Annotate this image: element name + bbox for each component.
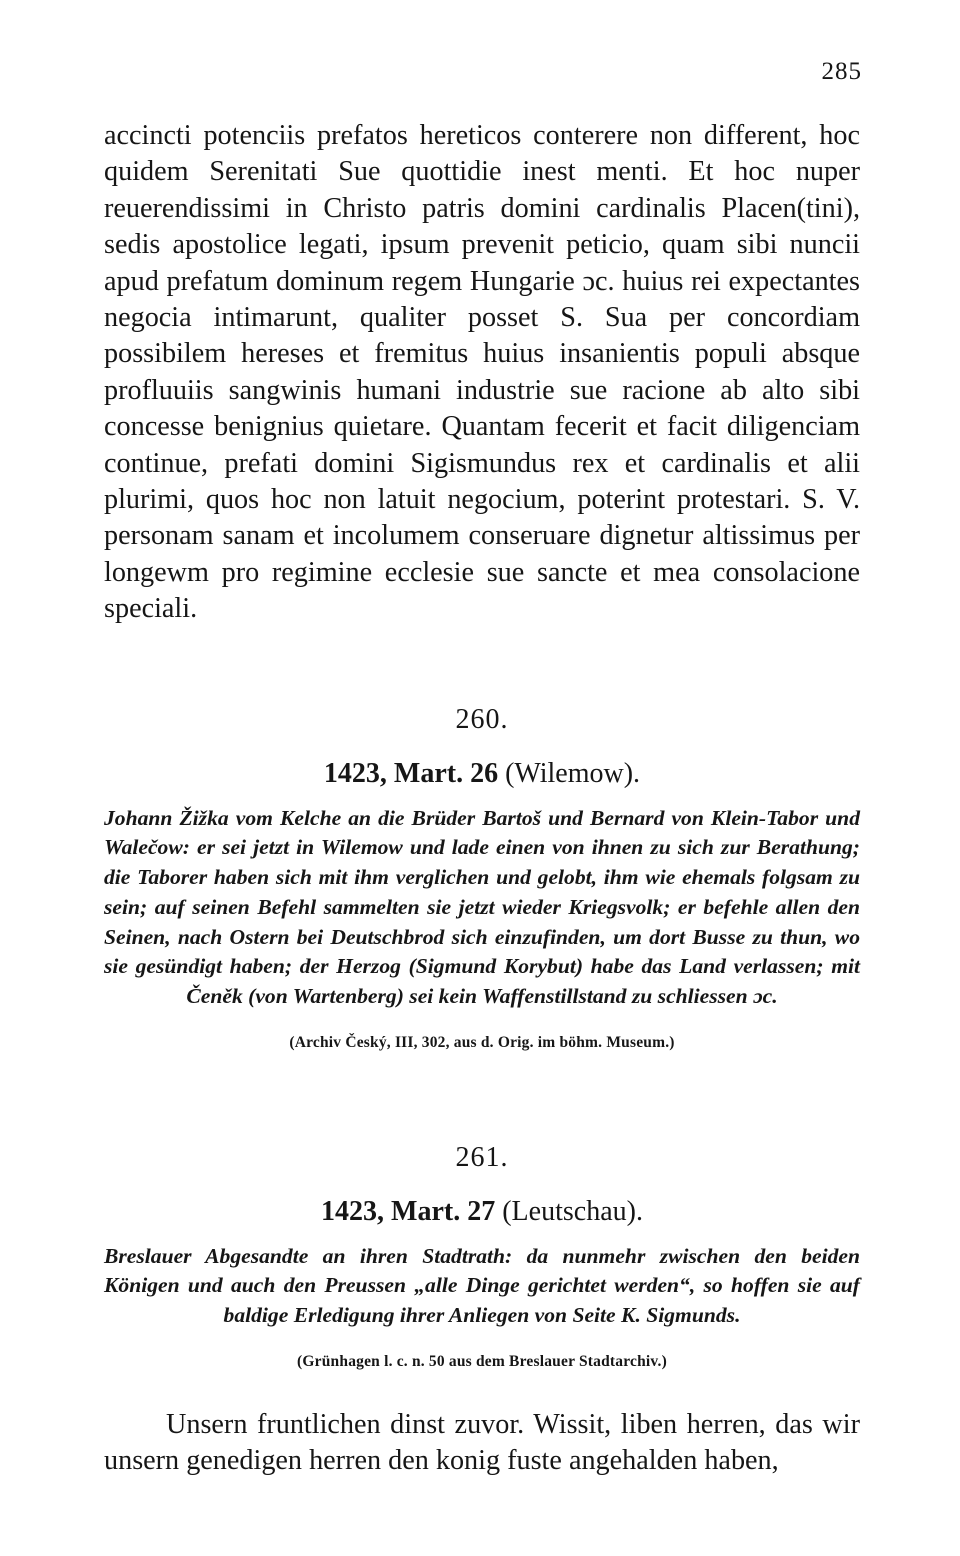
document-number: 260. bbox=[455, 703, 509, 735]
document-page bbox=[104, 52, 860, 1480]
document-place: (Leutschau). bbox=[502, 1195, 643, 1227]
document-date-line bbox=[104, 754, 860, 794]
continuation-paragraph: accincti potenciis prefatos hereticos conterere non different, hoc quidem Serenitati Sue quottidie inest menti. Et hoc nuper reuerendissimi in Christo patris domini cardinalis Placen(tini), sedis apostolice legati, ipsum prevenit peticio, quam sibi nuncii apud prefatum dominum regem Hungarie ɔc. huius rei expectantes negocia intimarunt, qualiter posset S. Sua per concordiam possibilem hereses et fremitus huius insanientis populi absque profluuiis sangwinis humani industrie sue racione ab alto sibi concesse benignius quietare. Quantam fecerit et facit diligenciam continue, prefati domini Sigismundus rex et cardinalis et alii plurimi, quos hoc non latuit negocium, poterint protestari. S. V. personam sanam et incolumem conseruare dignetur altissimus per longewm pro regimine ecclesie sue sancte et mea consolacione speciali. bbox=[104, 120, 860, 625]
document-number: 261. bbox=[455, 1141, 509, 1173]
document-summary: Johann Žižka vom Kelche an die Brüder Bartoš und Bernard von Klein-Tabor und Walečow: er sei jetzt in Wilemow und lade einen von ihnen zu sich zur Berathung; die Taborer haben sich mit ihm verglichen und gelobt, ihm wie ehemals folgsam zu sein; auf seinen Befehl sammelten sie jetzt wieder Kriegsvolk; er befehle allen den Seinen, nach Ostern bei Deutschbrod sich einzufinden, um dort Busse zu thun, wo sie gesündigt haben; der Herzog (Sigmund Korybut) habe das Land verlassen; mit Čeněk (von Wartenberg) sei kein Waffenstillstand zu schliessen ɔc. bbox=[104, 805, 860, 1008]
document-date: 1423, Mart. 27 bbox=[321, 1195, 496, 1227]
document-source: (Grünhagen l. c. n. 50 aus dem Breslauer Stadtarchiv.) bbox=[297, 1352, 667, 1370]
document-source: (Archiv Český, III, 302, aus d. Orig. im böhm. Museum.) bbox=[289, 1033, 675, 1051]
document-entry-260 bbox=[104, 700, 860, 1054]
document-summary: Breslauer Abgesandte an ihren Stadtrath: da nunmehr zwischen den beiden Königen und auch den Preussen „alle Dinge gerichtet werden“, so hoffen sie auf baldige Erledigung ihrer Anliegen von Seite K. Sigmunds. bbox=[104, 1243, 860, 1328]
letter-text: Unsern fruntlichen dinst zuvor. Wissit, liben herren, das wir unsern genedigen herren den konig fuste angehalden haben, bbox=[104, 1408, 860, 1477]
document-entry-261 bbox=[104, 1138, 860, 1480]
document-place: (Wilemow). bbox=[505, 757, 641, 789]
document-date-line bbox=[104, 1192, 860, 1232]
document-date: 1423, Mart. 26 bbox=[323, 757, 499, 789]
page-number: 285 bbox=[821, 58, 862, 85]
